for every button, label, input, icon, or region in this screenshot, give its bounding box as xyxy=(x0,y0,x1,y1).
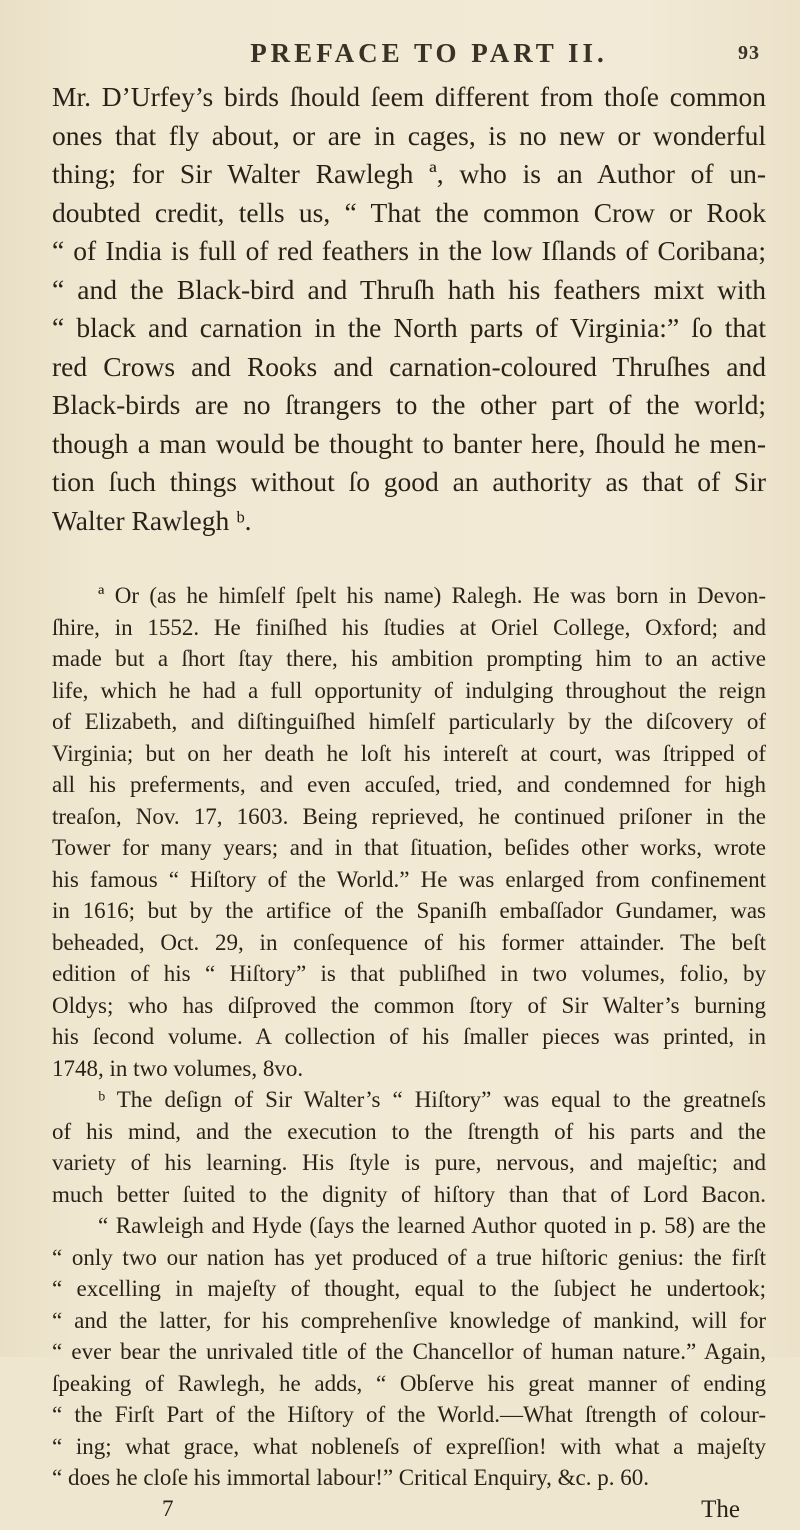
footnote-line: “ ing; what grace, what nobleneſs of expreſſion! with what a majeſty xyxy=(52,1433,766,1459)
page-number: 93 xyxy=(738,42,760,64)
footnote-line: “ the Firſt Part of the Hiſtory of the World.—What ſtrength of colour- xyxy=(52,1402,766,1427)
text-line: “ black and carnation in the North parts of Virginia:” ſo that xyxy=(52,312,766,343)
footnote-line: “ only two our nation has yet produced of a true hiſtoric genius: the firſt xyxy=(52,1244,766,1270)
footnote-line: Tower for many years; and in that ſituation, beſides other works, wrote xyxy=(52,835,766,860)
footnote-line: 1748, in two volumes, 8vo. xyxy=(52,1055,304,1081)
footnote-line: “ and the latter, for his comprehenſive knowledge of mankind, will for xyxy=(52,1307,766,1333)
page-footer xyxy=(52,1496,766,1530)
text-line: red Crows and Rooks and carnation-coloured Thruſhes and xyxy=(52,350,766,382)
footnote-line: Oldys; who has diſproved the common ſtory of Sir Walter’s burning xyxy=(52,992,766,1018)
text-line: “ and the Black-bird and Thruſh hath his feathers mixt with xyxy=(52,273,766,305)
footnote-line: “ excelling in majeſty of thought, equal to the ſubject he undertook; xyxy=(52,1276,766,1301)
footnote-line: Virginia; but on her death he loſt his intereſt at court, was ſtripped of xyxy=(52,740,766,766)
footnote-line: his famous “ Hiſtory of the World.” He was enlarged from confinement xyxy=(52,866,766,892)
catchword: The xyxy=(701,1495,740,1523)
footnote-line: of Elizabeth, and diſtinguiſhed himſelf particularly by the diſcovery of xyxy=(52,709,766,734)
text-line: ones that fly about, or are in cages, is no new or wonderful xyxy=(52,119,766,151)
footnote-line: ſpeaking of Rawlegh, he adds, “ Obſerve his great manner of ending xyxy=(52,1370,766,1396)
text-line: “ of India is full of red feathers in the low Iſlands of Coribana; xyxy=(52,235,766,266)
running-header xyxy=(52,38,766,78)
footnote-line: of his mind, and the execution to the ſtrength of his parts and the xyxy=(52,1118,766,1144)
text-line: tion ſuch things without ſo good an authority as that of Sir xyxy=(52,466,766,497)
text-line: though a man would be thought to banter here, ſhould he men- xyxy=(52,427,766,459)
text-line: Mr. D’Urfey’s birds ſhould ſeem different from thoſe common xyxy=(52,81,766,112)
footnote-line: ſhire, in 1552. He finiſhed his ſtudies at Oriel College, Oxford; and xyxy=(52,614,766,640)
footnote-line: “ Rawleigh and Hyde (ſays the learned Author quoted in p. 58) are the xyxy=(98,1213,766,1238)
footnote-line: made but a ſhort ſtay there, his ambition prompting him to an active xyxy=(52,646,766,671)
footnote-line: “ does he cloſe his immortal labour!” Critical Enquiry, &c. p. 60. xyxy=(52,1465,649,1490)
footnote-line: much better ſuited to the dignity of hiſtory than that of Lord Bacon. xyxy=(52,1181,766,1207)
footnote-line: edition of his “ Hiſtory” is that publiſhed in two volumes, folio, by xyxy=(52,961,766,986)
footnote-line: ª Or (as he himſelf ſpelt his name) Ralegh. He was born in Devon- xyxy=(98,583,766,608)
footnote-line: his ſecond volume. A collection of his ſmaller pieces was printed, in xyxy=(52,1024,766,1049)
footnote-line: life, which he had a full opportunity of indulging throughout the reign xyxy=(52,677,766,703)
footnote-line: in 1616; but by the artifice of the Spaniſh embaſſador Gundamer, was xyxy=(52,898,766,923)
footnote-line: “ ever bear the unrivaled title of the Chancellor of human nature.” Again, xyxy=(52,1339,766,1364)
text-line: Walter Rawlegh ᵇ. xyxy=(52,504,252,536)
running-title: PREFACE TO PART II. xyxy=(250,38,608,68)
text-line: doubted credit, tells us, “ That the common Crow or Rook xyxy=(52,196,766,228)
footnote-line: treaſon, Nov. 17, 1603. Being reprieved, he continued priſoner in the xyxy=(52,803,766,829)
footnote-line: beheaded, Oct. 29, in conſequence of his former attainder. The beſt xyxy=(52,929,766,955)
footnotes xyxy=(52,580,766,1494)
footnote-line: ᵇ The deſign of Sir Walter’s “ Hiſtory” was equal to the greatneſs xyxy=(98,1087,766,1112)
footnote-line: variety of his learning. His ſtyle is pure, nervous, and majeſtic; and xyxy=(52,1150,766,1175)
signature-mark: 7 xyxy=(162,1495,174,1521)
text-line: thing; for Sir Walter Rawlegh ª, who is an Author of un- xyxy=(52,158,766,189)
main-text xyxy=(52,78,766,540)
footnote-line: all his preferments, and even accuſed, tried, and condemned for high xyxy=(52,772,766,797)
text-line: Black-birds are no ſtrangers to the other part of the world; xyxy=(52,389,766,420)
